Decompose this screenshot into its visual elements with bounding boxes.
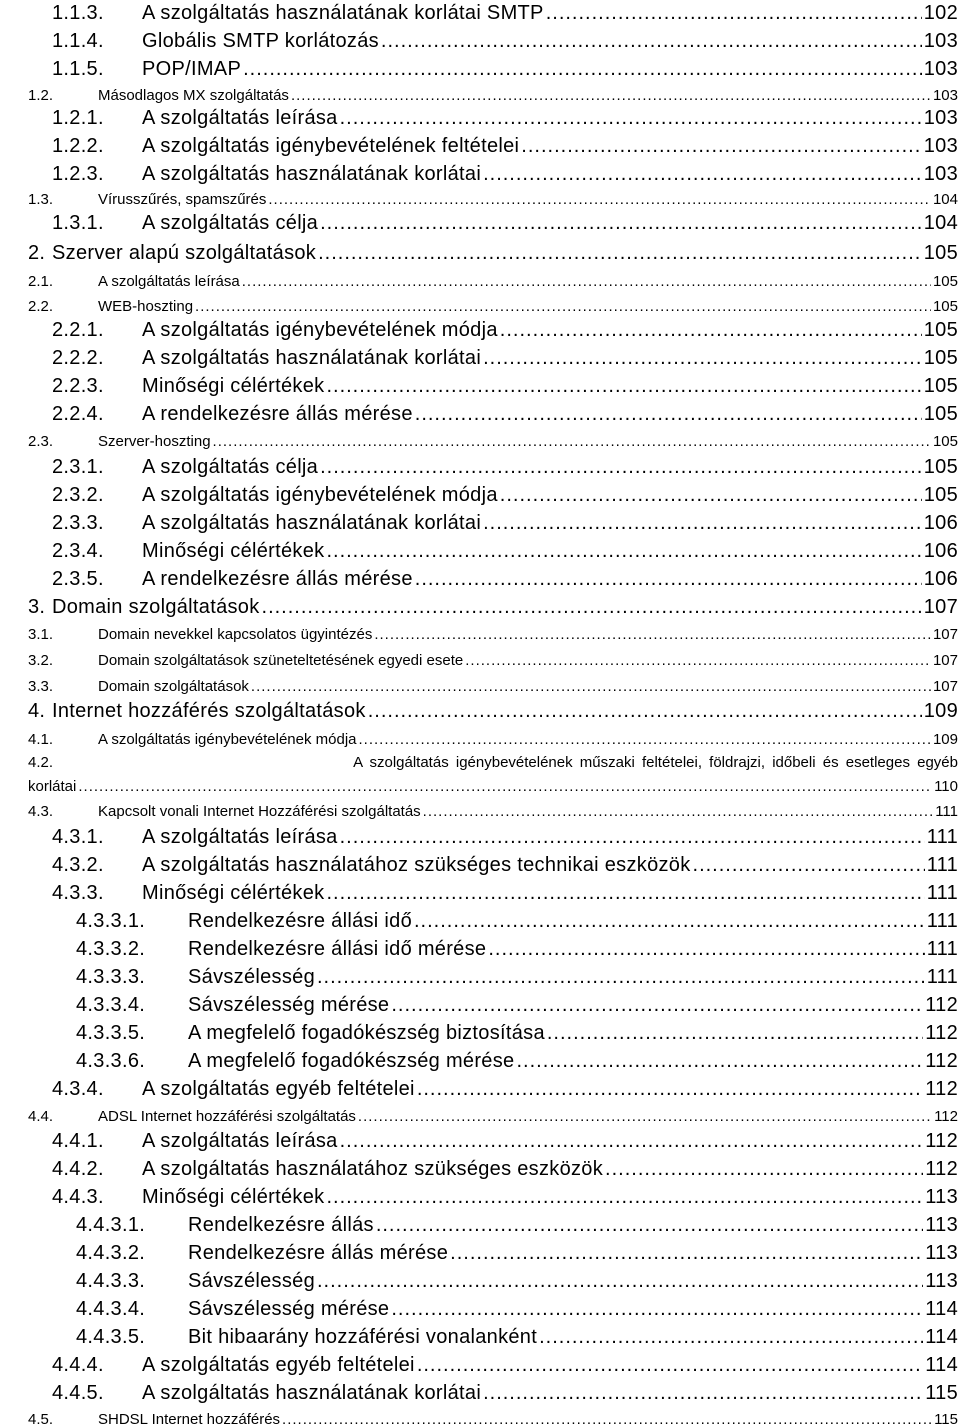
toc-page-number: 102	[923, 2, 958, 24]
toc-dot-leader	[546, 2, 922, 25]
toc-dot-leader	[326, 1186, 923, 1209]
toc-entry-title: WEB-hoszting	[98, 298, 194, 315]
toc-entry[interactable]	[28, 1411, 958, 1428]
toc-entry-title: Minőségi célértékek	[142, 540, 325, 562]
toc-entry[interactable]	[52, 347, 958, 370]
toc-entry-number: 1.2.1.	[52, 107, 104, 129]
toc-entry-title: Domain szolgáltatások	[98, 678, 249, 695]
toc-dot-leader	[251, 678, 931, 695]
toc-page-number: 107	[932, 626, 958, 643]
toc-dot-leader	[326, 375, 921, 398]
toc-entry-number: 2.3.5.	[52, 568, 104, 590]
toc-page-number: 114	[925, 1326, 958, 1348]
toc-entry-title: Globális SMTP korlátozás	[142, 30, 379, 52]
toc-entry-title: Kapcsolt vonali Internet Hozzáférési szolgáltatás	[98, 803, 421, 820]
toc-entry-number: 4.3.2.	[52, 854, 104, 876]
toc-entry-title: A szolgáltatás leírása	[142, 1130, 338, 1152]
toc-entry[interactable]	[76, 994, 958, 1017]
toc-dot-leader	[374, 626, 931, 643]
toc-page-number: 114	[925, 1354, 958, 1376]
toc-entry-number: 4.3.3.4.	[76, 994, 146, 1016]
toc-entry[interactable]	[28, 298, 958, 315]
toc-entry[interactable]	[28, 700, 958, 723]
toc-dot-leader	[243, 58, 922, 81]
toc-entry[interactable]	[76, 910, 958, 933]
toc-entry-title: Rendelkezésre állás	[188, 1214, 374, 1236]
toc-entry-title: Vírusszűrés, spamszűrés	[98, 191, 267, 208]
toc-entry-title: Másodlagos MX szolgáltatás	[98, 87, 289, 104]
toc-entry[interactable]	[52, 1186, 958, 1209]
toc-dot-leader	[417, 1354, 923, 1377]
toc-dot-leader	[195, 298, 931, 315]
toc-entry-number: 2.	[28, 242, 46, 264]
toc-page-number: 109	[923, 700, 958, 722]
toc-dot-leader	[340, 107, 922, 130]
toc-page-number: 105	[923, 456, 958, 478]
toc-entry[interactable]	[28, 803, 958, 820]
toc-entry[interactable]	[52, 512, 958, 535]
toc-dot-leader	[417, 1078, 923, 1101]
toc-dot-leader	[500, 319, 922, 342]
toc-dot-leader	[483, 163, 922, 186]
toc-entry[interactable]	[52, 58, 958, 81]
toc-page-number: 113	[925, 1242, 958, 1264]
toc-dot-leader	[262, 596, 922, 619]
toc-entry-title: A szolgáltatás használatának korlátai	[142, 512, 482, 534]
toc-page-number: 105	[923, 242, 958, 264]
toc-entry-number: 4.4.3.4.	[76, 1298, 146, 1320]
toc-page-number: 113	[925, 1270, 958, 1292]
toc-dot-leader	[320, 212, 922, 235]
toc-page-number: 112	[925, 1022, 958, 1044]
toc-entry[interactable]	[52, 2, 958, 25]
toc-entry-number: 2.2.2.	[52, 347, 104, 369]
toc-entry[interactable]	[76, 1242, 958, 1265]
toc-page-number: 103	[923, 58, 958, 80]
toc-entry-number: 1.2.	[28, 87, 54, 104]
toc-page-number: 111	[926, 938, 958, 960]
toc-dot-leader	[340, 1130, 924, 1153]
toc-entry-title: A rendelkezésre állás mérése	[142, 568, 413, 590]
toc-entry[interactable]	[28, 242, 958, 265]
toc-page-number: 105	[923, 403, 958, 425]
toc-entry-number: 1.1.3.	[52, 2, 104, 24]
toc-entry-number: 4.3.4.	[52, 1078, 104, 1100]
toc-entry-number: 4.3.3.2.	[76, 938, 146, 960]
toc-entry[interactable]	[52, 30, 958, 53]
toc-page-number: 111	[935, 803, 958, 820]
toc-page-number: 107	[932, 678, 958, 695]
toc-entry[interactable]	[52, 403, 958, 426]
toc-entry-title: A szolgáltatás használatának korlátai SMTP	[142, 2, 544, 24]
toc-dot-leader	[376, 1214, 923, 1237]
toc-dot-leader	[213, 433, 931, 450]
toc-entry[interactable]	[76, 938, 958, 961]
toc-page-number: 107	[923, 596, 958, 618]
toc-entry-title: Domain szolgáltatások	[52, 596, 260, 618]
toc-entry[interactable]	[28, 652, 958, 669]
toc-page-number: 111	[926, 854, 958, 876]
toc-dot-leader	[381, 30, 922, 53]
toc-entry[interactable]	[76, 1214, 958, 1237]
toc-entry-number: 1.2.2.	[52, 135, 104, 157]
toc-entry[interactable]	[52, 1382, 958, 1405]
toc-entry-number: 2.1.	[28, 273, 54, 290]
toc-dot-leader	[317, 966, 925, 989]
toc-entry-title: Rendelkezésre állás mérése	[188, 1242, 449, 1264]
toc-page-number: 103	[923, 135, 958, 157]
toc-entry-number: 4.4.5.	[52, 1382, 104, 1404]
toc-entry-number: 4.3.	[28, 803, 54, 820]
toc-entry[interactable]	[76, 1022, 958, 1045]
toc-dot-leader	[320, 456, 922, 479]
toc-entry-title: A szolgáltatás használatának korlátai	[142, 1382, 482, 1404]
toc-dot-leader	[423, 803, 934, 820]
toc-entry-title: Minőségi célértékek	[142, 882, 325, 904]
toc-entry-title: Sávszélesség mérése	[188, 1298, 390, 1320]
toc-page-number: 111	[926, 910, 958, 932]
toc-dot-leader	[326, 882, 924, 905]
toc-entry-title-continued: korlátai	[28, 778, 77, 795]
toc-dot-leader	[340, 826, 925, 849]
toc-page-number: 106	[923, 568, 958, 590]
toc-page-number: 103	[932, 87, 958, 104]
toc-entry-title: Sávszélesség	[188, 966, 315, 988]
toc-entry-number: 1.1.5.	[52, 58, 104, 80]
toc-entry[interactable]	[52, 1354, 958, 1377]
toc-entry-number: 4.4.	[28, 1108, 54, 1125]
toc-entry-number: 4.3.3.1.	[76, 910, 146, 932]
toc-entry[interactable]	[28, 1108, 958, 1125]
toc-entry[interactable]	[76, 1326, 958, 1349]
toc-entry[interactable]	[52, 375, 958, 398]
toc-dot-leader	[605, 1158, 923, 1181]
toc-entry-number: 3.3.	[28, 678, 54, 695]
toc-dot-leader	[282, 1411, 932, 1428]
toc-entry[interactable]	[28, 191, 958, 208]
toc-dot-leader	[291, 87, 931, 104]
toc-page-number: 105	[932, 298, 958, 315]
toc-entry-number: 3.2.	[28, 652, 54, 669]
toc-entry[interactable]	[28, 433, 958, 450]
toc-entry[interactable]	[52, 1158, 958, 1181]
toc-entry[interactable]	[52, 212, 958, 235]
toc-entry-title: Rendelkezésre állási idő	[188, 910, 412, 932]
toc-entry-title: Domain nevekkel kapcsolatos ügyintézés	[98, 626, 373, 643]
toc-entry-number: 3.1.	[28, 626, 54, 643]
toc-entry-title: A szolgáltatás célja	[142, 212, 319, 234]
toc-dot-leader	[450, 1242, 923, 1265]
toc-entry[interactable]	[52, 1130, 958, 1153]
toc-entry[interactable]	[52, 484, 958, 507]
toc-dot-leader	[483, 512, 922, 535]
toc-entry[interactable]	[28, 626, 958, 643]
toc-entry-title: A szolgáltatás igénybevételének módja	[98, 731, 357, 748]
toc-page-number: 104	[932, 191, 958, 208]
toc-entry-title: ADSL Internet hozzáférési szolgáltatás	[98, 1108, 356, 1125]
toc-page-number: 115	[934, 1411, 958, 1428]
toc-entry-title: POP/IMAP	[142, 58, 242, 80]
toc-entry[interactable]	[28, 731, 958, 748]
toc-entry-title: A szolgáltatás igénybevételének műszaki feltételei, földrajzi, időbeli és esetleges egyéb	[353, 754, 958, 771]
toc-entry[interactable]	[52, 826, 958, 849]
toc-dot-leader	[483, 347, 922, 370]
toc-entry[interactable]	[28, 596, 958, 619]
toc-page-number: 115	[925, 1382, 958, 1404]
toc-entry-title: Minőségi célértékek	[142, 1186, 325, 1208]
toc-page-number: 111	[926, 882, 958, 904]
toc-dot-leader	[693, 854, 925, 877]
toc-entry[interactable]	[52, 854, 958, 877]
toc-entry[interactable]	[52, 319, 958, 342]
toc-entry-number: 4.4.3.3.	[76, 1270, 146, 1292]
toc-entry-number: 2.3.1.	[52, 456, 104, 478]
toc-entry-title: A szolgáltatás igénybevételének feltételei	[142, 135, 520, 157]
toc-page-number: 113	[925, 1186, 958, 1208]
toc-dot-leader	[488, 938, 924, 961]
toc-entry-title: A szolgáltatás használatának korlátai	[142, 163, 482, 185]
toc-entry-number: 4.	[28, 700, 46, 722]
toc-entry-title: SHDSL Internet hozzáférés	[98, 1411, 281, 1428]
toc-entry-title: A szolgáltatás célja	[142, 456, 319, 478]
toc-entry-number: 3.	[28, 596, 46, 618]
toc-entry-number: 2.3.4.	[52, 540, 104, 562]
toc-dot-leader	[391, 1298, 923, 1321]
toc-entry-number: 1.3.	[28, 191, 54, 208]
toc-page-number: 112	[925, 1130, 958, 1152]
toc-dot-leader	[465, 652, 931, 669]
toc-dot-leader	[483, 1382, 923, 1405]
toc-page-number: 109	[932, 731, 958, 748]
toc-dot-leader	[415, 403, 922, 426]
toc-page-number: 105	[932, 273, 958, 290]
toc-page-number: 112	[925, 1158, 958, 1180]
toc-entry-number: 1.1.4.	[52, 30, 104, 52]
toc-dot-leader	[391, 994, 923, 1017]
toc-page-number: 105	[923, 347, 958, 369]
toc-entry-title: A szolgáltatás leírása	[98, 273, 240, 290]
toc-entry-title: A szolgáltatás használatának korlátai	[142, 347, 482, 369]
toc-entry-number: 1.2.3.	[52, 163, 104, 185]
toc-page-number: 112	[934, 1108, 958, 1125]
toc-entry-number: 2.2.3.	[52, 375, 104, 397]
toc-entry-title: Minőségi célértékek	[142, 375, 325, 397]
toc-entry-number: 4.5.	[28, 1411, 54, 1428]
toc-page-number: 111	[926, 826, 958, 848]
toc-dot-leader	[500, 484, 922, 507]
toc-entry[interactable]	[76, 1298, 958, 1321]
toc-entry-title: Szerver-hoszting	[98, 433, 211, 450]
toc-entry-title: Sávszélesség mérése	[188, 994, 390, 1016]
toc-entry-title: A szolgáltatás igénybevételének módja	[142, 319, 498, 341]
toc-entry[interactable]	[52, 1078, 958, 1101]
toc-dot-leader	[368, 700, 922, 723]
toc-dot-leader	[326, 540, 921, 563]
toc-entry-title: Szerver alapú szolgáltatások	[52, 242, 317, 264]
toc-page-number: 103	[923, 107, 958, 129]
toc-page-number: 103	[923, 163, 958, 185]
toc-entry-number: 1.3.1.	[52, 212, 104, 234]
toc-entry[interactable]	[52, 135, 958, 158]
toc-entry-number: 2.2.1.	[52, 319, 104, 341]
toc-entry[interactable]	[76, 1050, 958, 1073]
toc-page-number: 112	[925, 1078, 958, 1100]
toc-entry-title: A megfelelő fogadókészség biztosítása	[188, 1022, 545, 1044]
toc-entry-number: 4.3.1.	[52, 826, 104, 848]
toc-entry[interactable]	[52, 882, 958, 905]
toc-entry-title: A szolgáltatás egyéb feltételei	[142, 1354, 415, 1376]
toc-page-number: 110	[934, 778, 958, 795]
toc-entry-number: 2.2.	[28, 298, 54, 315]
toc-dot-leader	[415, 568, 922, 591]
toc-dot-leader	[414, 910, 925, 933]
toc-entry-number: 2.2.4.	[52, 403, 104, 425]
toc-entry-title: A szolgáltatás leírása	[142, 826, 338, 848]
toc-entry[interactable]	[52, 163, 958, 186]
toc-page-number: 105	[923, 319, 958, 341]
toc-entry-number: 2.3.	[28, 433, 54, 450]
toc-dot-leader	[539, 1326, 923, 1349]
toc-entry-title: A szolgáltatás leírása	[142, 107, 338, 129]
toc-page-number: 111	[926, 966, 958, 988]
toc-entry-number: 4.4.3.5.	[76, 1326, 146, 1348]
toc-entry-number: 4.3.3.3.	[76, 966, 146, 988]
toc-entry-number: 4.1.	[28, 731, 54, 748]
toc-entry[interactable]	[28, 754, 958, 771]
toc-page-number: 105	[923, 375, 958, 397]
toc-entry-title: Rendelkezésre állási idő mérése	[188, 938, 487, 960]
toc-entry-number: 4.4.1.	[52, 1130, 104, 1152]
toc-dot-leader	[358, 1108, 932, 1125]
toc-page-number: 113	[925, 1214, 958, 1236]
toc-page-number: 103	[923, 30, 958, 52]
toc-page-number: 112	[925, 1050, 958, 1072]
toc-page-number: 105	[923, 484, 958, 506]
toc-entry-number: 4.3.3.6.	[76, 1050, 146, 1072]
toc-dot-leader	[521, 135, 921, 158]
toc-dot-leader	[318, 242, 922, 265]
toc-entry[interactable]	[52, 107, 958, 130]
toc-entry-title: A rendelkezésre állás mérése	[142, 403, 413, 425]
toc-entry[interactable]	[52, 540, 958, 563]
toc-page-number: 107	[932, 652, 958, 669]
toc-entry-title: Domain szolgáltatások szüneteltetésének egyedi esete	[98, 652, 464, 669]
toc-entry-title: A szolgáltatás használatához szükséges eszközök	[142, 1158, 604, 1180]
toc-page-number: 105	[932, 433, 958, 450]
toc-dot-leader	[242, 273, 931, 290]
toc-entry[interactable]	[52, 456, 958, 479]
toc-entry[interactable]	[28, 678, 958, 695]
toc-entry-number: 4.4.2.	[52, 1158, 104, 1180]
toc-dot-leader	[317, 1270, 923, 1293]
toc-entry-title: Internet hozzáférés szolgáltatások	[52, 700, 366, 722]
toc-dot-leader	[78, 778, 932, 795]
toc-dot-leader	[359, 731, 931, 748]
toc-entry[interactable]	[28, 273, 958, 290]
toc-entry-number: 4.3.3.5.	[76, 1022, 146, 1044]
toc-entry-title: Sávszélesség	[188, 1270, 315, 1292]
toc-entry-number: 4.4.3.2.	[76, 1242, 146, 1264]
toc-entry-title: A megfelelő fogadókészség mérése	[188, 1050, 515, 1072]
toc-entry[interactable]	[28, 87, 958, 104]
toc-entry-title: A szolgáltatás használatához szükséges technikai eszközök	[142, 854, 691, 876]
toc-entry[interactable]	[76, 1270, 958, 1293]
toc-entry-number: 2.3.3.	[52, 512, 104, 534]
toc-entry[interactable]	[76, 966, 958, 989]
toc-entry-number: 4.4.4.	[52, 1354, 104, 1376]
toc-entry-number: 4.3.3.	[52, 882, 104, 904]
toc-entry-number: 2.3.2.	[52, 484, 104, 506]
toc-page-number: 106	[923, 512, 958, 534]
toc-entry-continuation[interactable]	[28, 778, 958, 795]
toc-dot-leader	[547, 1022, 923, 1045]
toc-page-number: 104	[923, 212, 958, 234]
toc-entry[interactable]	[52, 568, 958, 591]
toc-entry-title: A szolgáltatás egyéb feltételei	[142, 1078, 415, 1100]
toc-dot-leader	[268, 191, 931, 208]
toc-entry-number: 4.4.3.	[52, 1186, 104, 1208]
toc-page-number: 114	[925, 1298, 958, 1320]
toc-page-number: 106	[923, 540, 958, 562]
toc-entry-number: 4.4.3.1.	[76, 1214, 146, 1236]
toc-entry-title: A szolgáltatás igénybevételének módja	[142, 484, 498, 506]
toc-page-number: 112	[925, 994, 958, 1016]
toc-entry-number: 4.2.	[28, 754, 54, 771]
toc-dot-leader	[516, 1050, 923, 1073]
toc-entry-title: Bit hibaarány hozzáférési vonalanként	[188, 1326, 538, 1348]
